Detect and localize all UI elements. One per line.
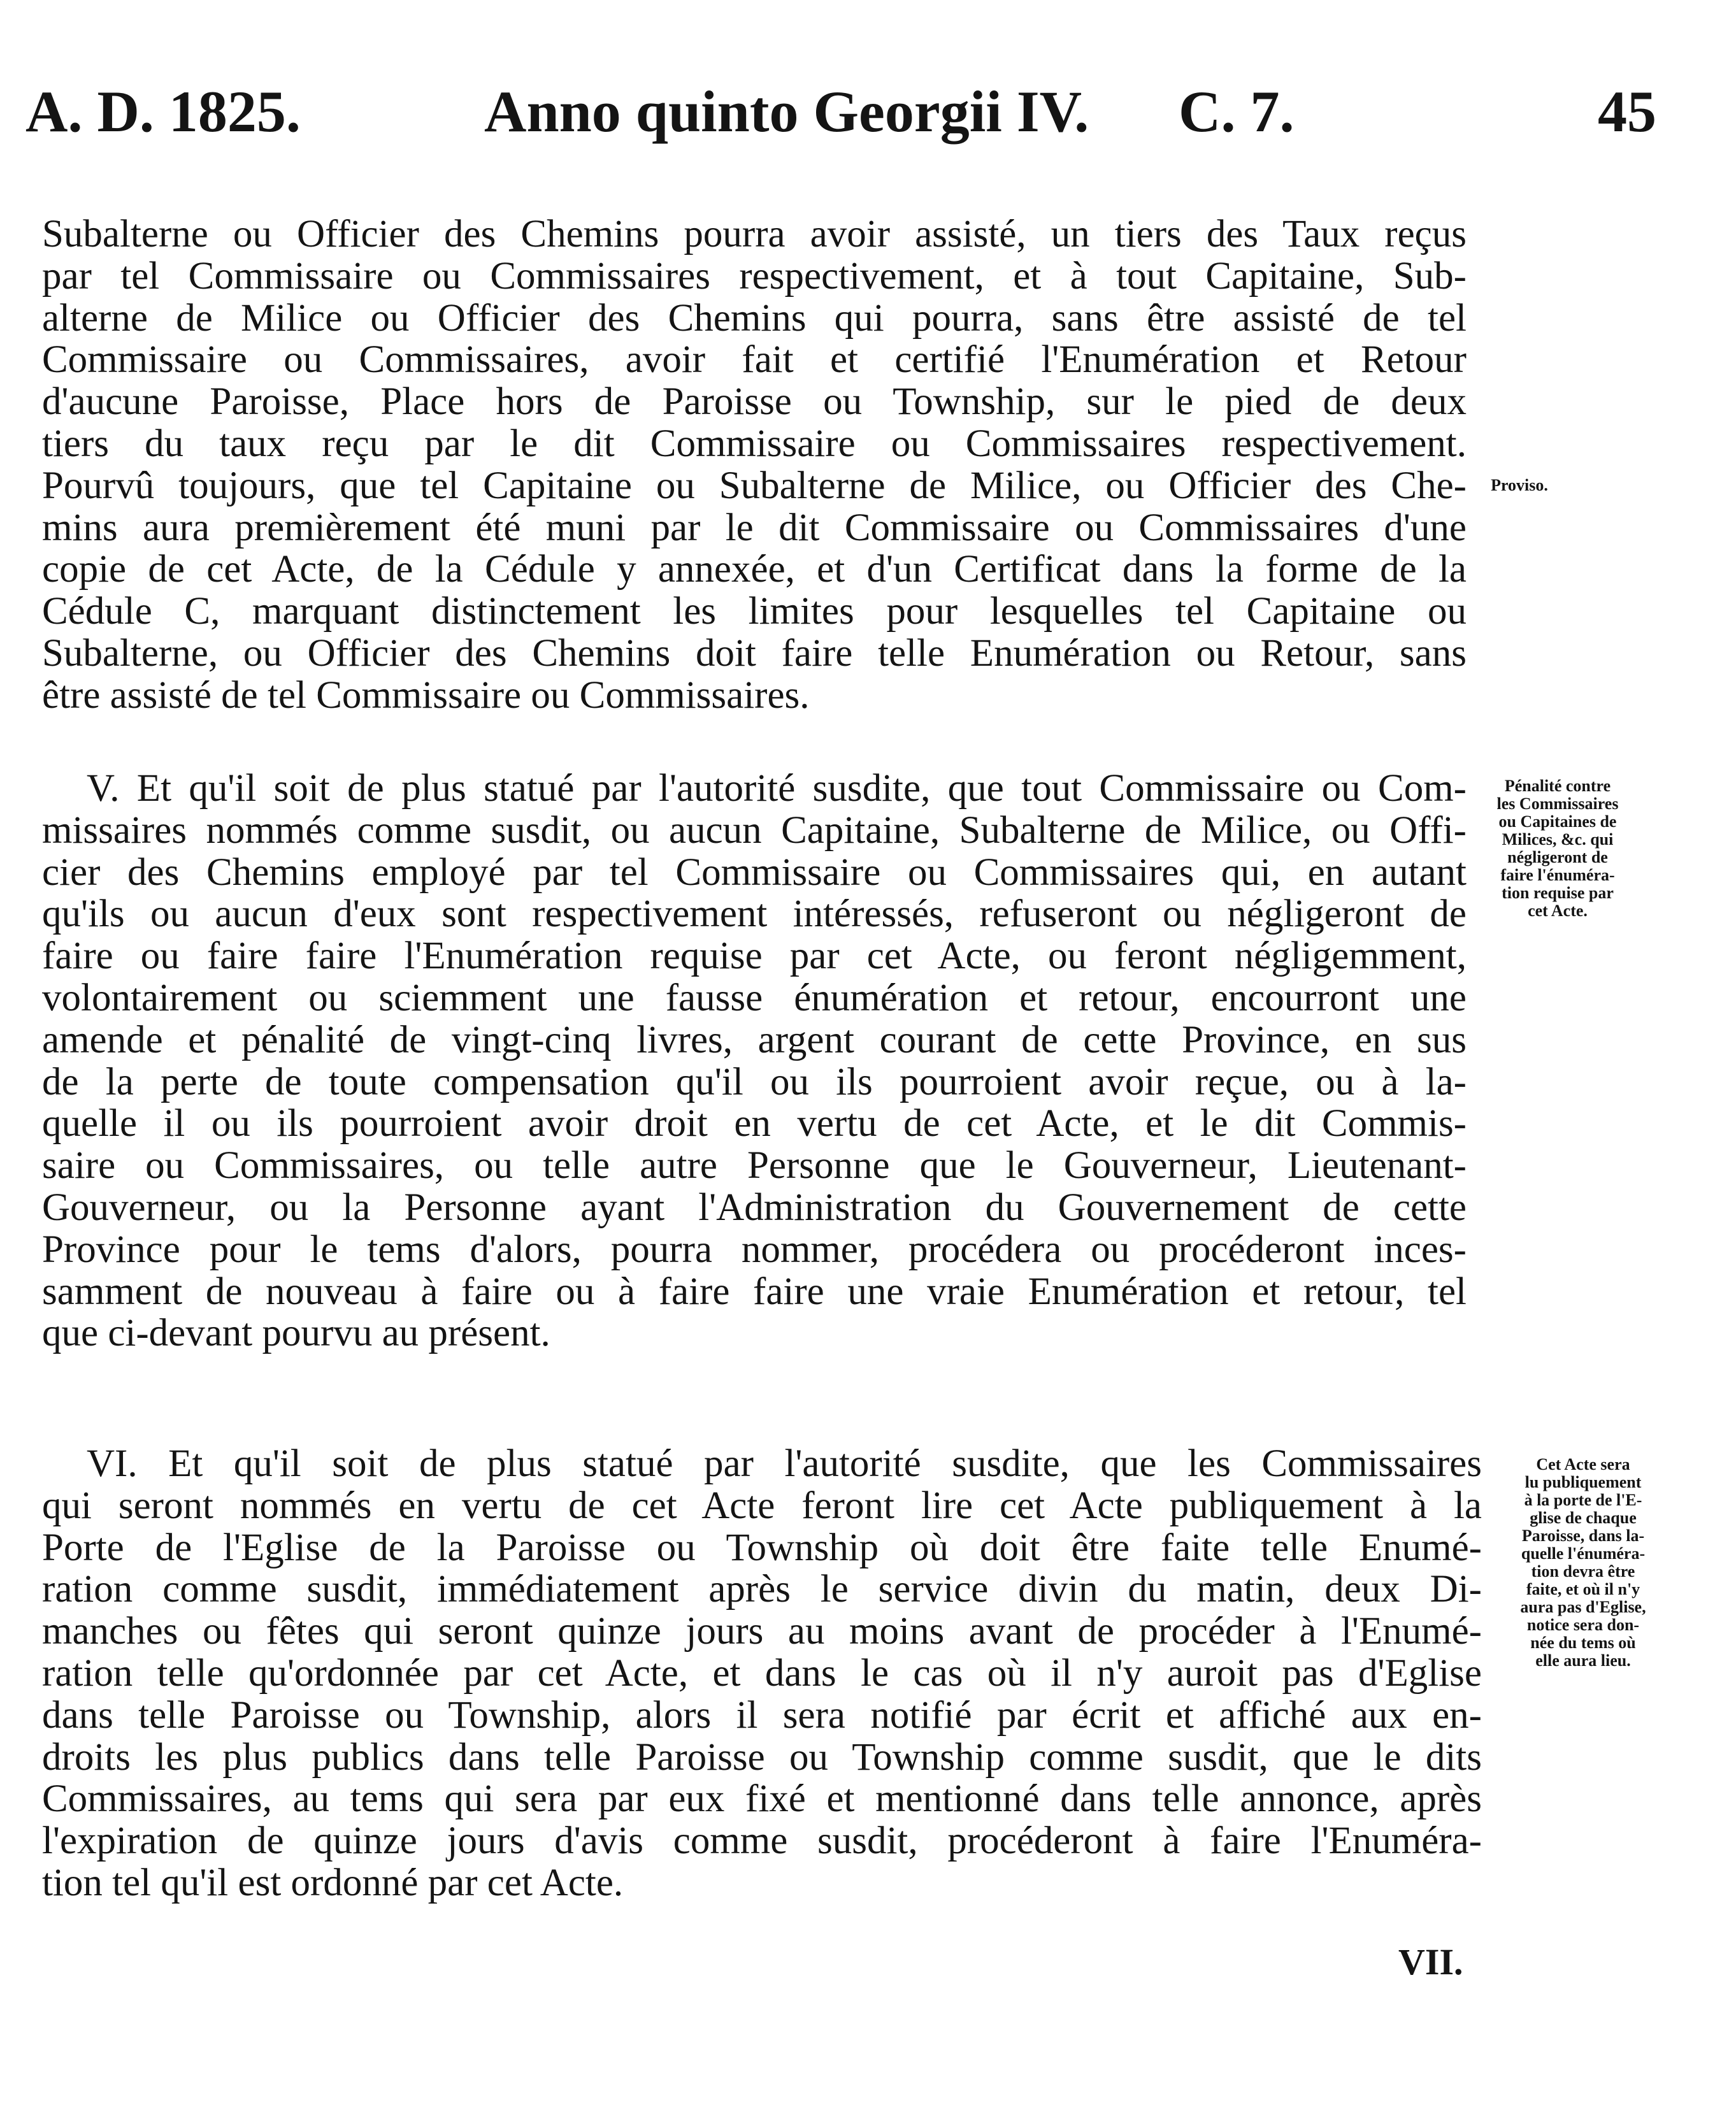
text-line: Commissaire ou Commissaires, avoir fait et certifié l'Enumération et Retour [42, 338, 1467, 382]
text-line: VI. Et qu'il soit de plus statué par l'autorité susdite, que les Commissaires [87, 1442, 1482, 1485]
text-line: alterne de Milice ou Officier des Chemins qui pourra, sans être assisté de tel [42, 296, 1467, 340]
text-line: volontairement ou sciemment une fausse énumération et retour, encourront une [42, 976, 1467, 1019]
paragraph-continuation [42, 213, 1467, 717]
text-line: tiers du taux reçu par le dit Commissaire ou Commissaires respectivement. [42, 422, 1467, 465]
text-line: dans telle Paroisse ou Township, alors il sera notifié par écrit et affiché aux en- [42, 1693, 1482, 1737]
text-line: Subalterne, ou Officier des Chemins doit faire telle Enumération ou Retour, sans [42, 631, 1467, 675]
margin-note-line: Proviso. [1491, 476, 1548, 494]
running-header [25, 76, 1656, 147]
margin-note-line: tion requise par [1502, 884, 1614, 902]
text-line: Cédule C, marquant distinctement les limites pour lesquelles tel Capitaine ou [42, 590, 1467, 633]
margin-note-line: Cet Acte sera [1536, 1455, 1630, 1474]
text-line: V. Et qu'il soit de plus statué par l'autorité susdite, que tout Commissaire ou Com- [87, 767, 1467, 810]
margin-note-line: elle aura lieu. [1535, 1651, 1631, 1670]
margin-note-line: aura pas d'Eglise, [1520, 1598, 1646, 1616]
text-line: par tel Commissaire ou Commissaires respectivement, et à tout Capitaine, Sub- [42, 254, 1467, 298]
margin-note-line: notice sera don- [1526, 1616, 1640, 1634]
text-line: Subalterne ou Officier des Chemins pourra avoir assisté, un tiers des Taux reçus [42, 213, 1467, 255]
margin-note-publication [1494, 1456, 1672, 1670]
text-line: qu'ils ou aucun d'eux sont respectivement intéressés, refuseront ou négligeront de [42, 893, 1467, 936]
text-line: faire ou faire faire l'Enumération requise par cet Acte, ou feront négligemment, [42, 935, 1467, 978]
margin-note-line: faire l'énuméra- [1500, 866, 1615, 884]
page-number: 45 [1598, 79, 1656, 144]
margin-note-line: glise de chaque [1530, 1509, 1637, 1527]
section-vi [42, 1443, 1482, 1904]
margin-note-line: cet Acte. [1528, 901, 1588, 920]
text-line: manches ou fêtes qui seront quinze jours au moins avant de procéder à l'Enumé- [42, 1610, 1482, 1653]
margin-note-line: lu publiquement [1524, 1473, 1642, 1491]
margin-note-line: les Commissaires [1496, 794, 1619, 813]
text-line: Pourvû toujours, que tel Capitaine ou Subalterne de Milice, ou Officier des Che- [42, 464, 1467, 507]
text-line: tion tel qu'il est ordonné par cet Acte. [42, 1861, 624, 1904]
text-line: de la perte de toute compensation qu'il ou ils pourroient avoir reçue, ou à la- [42, 1060, 1467, 1103]
header-title: Anno quinto Georgii IV. [484, 79, 1089, 144]
text-line: Commissaires, au tems qui sera par eux fixé et mentionné dans telle annonce, après [42, 1777, 1482, 1821]
margin-note-line: à la porte de l'E- [1524, 1491, 1642, 1509]
header-chapter: C. 7. [1179, 79, 1295, 144]
text-line: samment de nouveau à faire ou à faire faire une vraie Enumération et retour, tel [42, 1270, 1467, 1313]
margin-note-line: née du tems où [1530, 1633, 1636, 1652]
text-line: Gouverneur, ou la Personne ayant l'Administration du Gouvernement de cette [42, 1186, 1467, 1229]
margin-note-line: tion devra être [1531, 1562, 1635, 1581]
text-line: qui seront nommés en vertu de cet Acte feront lire cet Acte publiquement à la [42, 1484, 1482, 1527]
margin-note-line: négligeront de [1507, 848, 1608, 866]
text-line: amende et pénalité de vingt-cinq livres, argent courant de cette Province, en sus [42, 1018, 1467, 1061]
catchword: VII. [1398, 1941, 1463, 1983]
text-line: Porte de l'Eglise de la Paroisse ou Township où doit être faite telle Enumé- [42, 1526, 1482, 1569]
margin-note-penalite [1475, 777, 1640, 920]
text-line: ration telle qu'ordonnée par cet Acte, et dans le cas où il n'y auroit pas d'Eglise [42, 1651, 1482, 1695]
margin-note-line: Milices, &c. qui [1502, 830, 1614, 849]
text-line: cier des Chemins employé par tel Commissaire ou Commissaires qui, en autant [42, 850, 1467, 894]
text-line: que ci-devant pourvu au présent. [42, 1312, 550, 1355]
text-line: mins aura premièrement été muni par le dit Commissaire ou Commissaires d'une [42, 506, 1467, 549]
margin-note-line: quelle l'énuméra- [1521, 1544, 1646, 1563]
text-line: d'aucune Paroisse, Place hors de Paroisse ou Township, sur le pied de deux [42, 380, 1467, 424]
margin-note-line: faite, et où il n'y [1526, 1580, 1640, 1598]
text-line: missaires nommés comme susdit, ou aucun Capitaine, Subalterne de Milice, ou Offi- [42, 808, 1467, 852]
margin-note-proviso [1481, 477, 1558, 494]
text-line: copie de cet Acte, de la Cédule y annexée, et d'un Certificat dans la forme de la [42, 548, 1467, 591]
text-line: l'expiration de quinze jours d'avis comme susdit, procéderont à faire l'Enuméra- [42, 1819, 1482, 1863]
text-line: saire ou Commissaires, ou telle autre Personne que le Gouverneur, Lieutenant- [42, 1144, 1467, 1188]
text-line: ration comme susdit, immédiatement après le service divin du matin, deux Di- [42, 1568, 1482, 1611]
section-v [42, 768, 1467, 1354]
text-line: Province pour le tems d'alors, pourra nommer, procédera ou procéderont inces- [42, 1228, 1467, 1271]
margin-note-line: Paroisse, dans la- [1521, 1526, 1645, 1545]
text-line: quelle il ou ils pourroient avoir droit en vertu de cet Acte, et le dit Commis- [42, 1102, 1467, 1145]
text-line: être assisté de tel Commissaire ou Commissaires. [42, 673, 810, 717]
margin-note-line: Pénalité contre [1504, 777, 1611, 795]
text-line: droits les plus publics dans telle Paroisse ou Township comme susdit, que le dits [42, 1735, 1482, 1779]
margin-note-line: ou Capitaines de [1498, 812, 1617, 831]
header-year: A. D. 1825. [25, 79, 301, 144]
